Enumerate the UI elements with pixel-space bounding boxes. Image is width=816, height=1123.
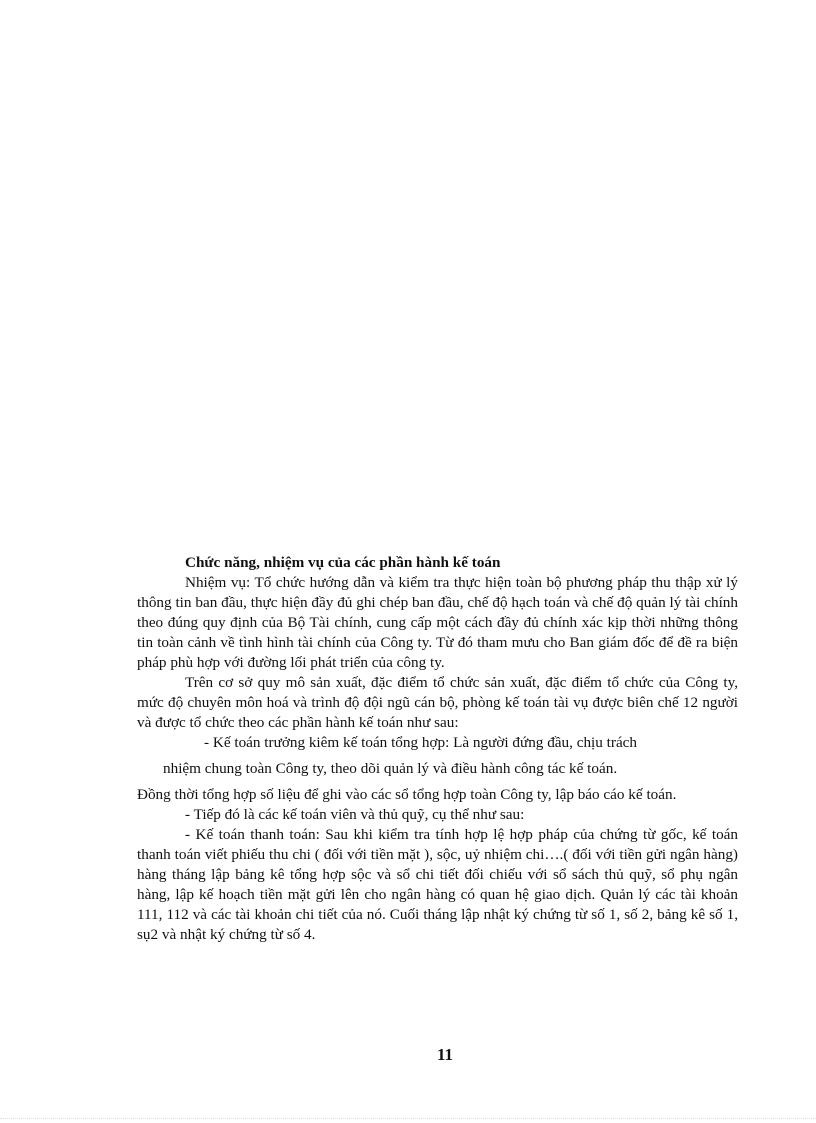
- page-bottom-border: [0, 1118, 816, 1119]
- body-text: [137, 553, 738, 945]
- paragraph-payment-accountant: - Kế toán thanh toán: Sau khi kiểm tra tính hợp lệ hợp pháp của chứng từ gốc, kế toán thanh toán viết phiếu thu chi ( đối với tiền mặt ), sộc, uỷ nhiệm chi….( đối với tiền gửi ngân hàng) hàng tháng lập bảng kê tổng hợp sộc và sổ chi tiết đối chiếu với sổ sách thủ quỹ, sổ phụ ngân hàng, lập kế hoạch tiền mặt gửi lên cho ngân hàng có quan hệ giao dịch. Quản lý các tài khoản 111, 112 và các tài khoản chi tiết của nó. Cuối tháng lập nhật ký chứng từ số 1, số 2, bảng kê số 1, sụ2 và nhật ký chứng từ số 4.: [137, 826, 738, 943]
- paragraph-staff-intro: - Tiếp đó là các kế toán viên và thủ quỹ, cụ thể như sau:: [185, 806, 525, 823]
- paragraph-summary: Đồng thời tổng hợp số liệu để ghi vào các sổ tổng hợp toàn Công ty, lập báo cáo kế toán.: [137, 786, 677, 803]
- paragraph-chief-accountant: - Kế toán trưởng kiêm kế toán tổng hợp: Là người đứng đầu, chịu trách: [204, 734, 638, 751]
- paragraph-organization: Trên cơ sở quy mô sản xuất, đặc điểm tổ chức sản xuất, đặc điểm tổ chức của Công ty, mức độ chuyên môn hoá và trình độ đội ngũ cán bộ, phòng kế toán tài vụ được biên chế 12 người và được tổ chức theo các phần hành kế toán như sau:: [137, 674, 738, 731]
- section-heading: Chức năng, nhiệm vụ của các phần hành kế toán: [185, 554, 501, 571]
- paragraph-duties: Nhiệm vụ: Tổ chức hướng dẫn và kiểm tra thực hiện toàn bộ phương pháp thu thập xử lý thông tin ban đầu, thực hiện đầy đủ ghi chép ban đầu, chế độ hạch toán và chế độ quản lý tài chính theo đúng quy định của Bộ Tài chính, cung cấp một cách đầy đủ chính xác kịp thời những thông tin toàn cảnh về tình hình tài chính của Công ty. Từ đó tham mưu cho Ban giám đốc để đề ra biện pháp phù hợp với đường lối phát triển của công ty.: [137, 574, 738, 671]
- paragraph-chief-responsibility: nhiệm chung toàn Công ty, theo dõi quản lý và điều hành công tác kế toán.: [163, 760, 618, 777]
- page-number: 11: [436, 1045, 454, 1064]
